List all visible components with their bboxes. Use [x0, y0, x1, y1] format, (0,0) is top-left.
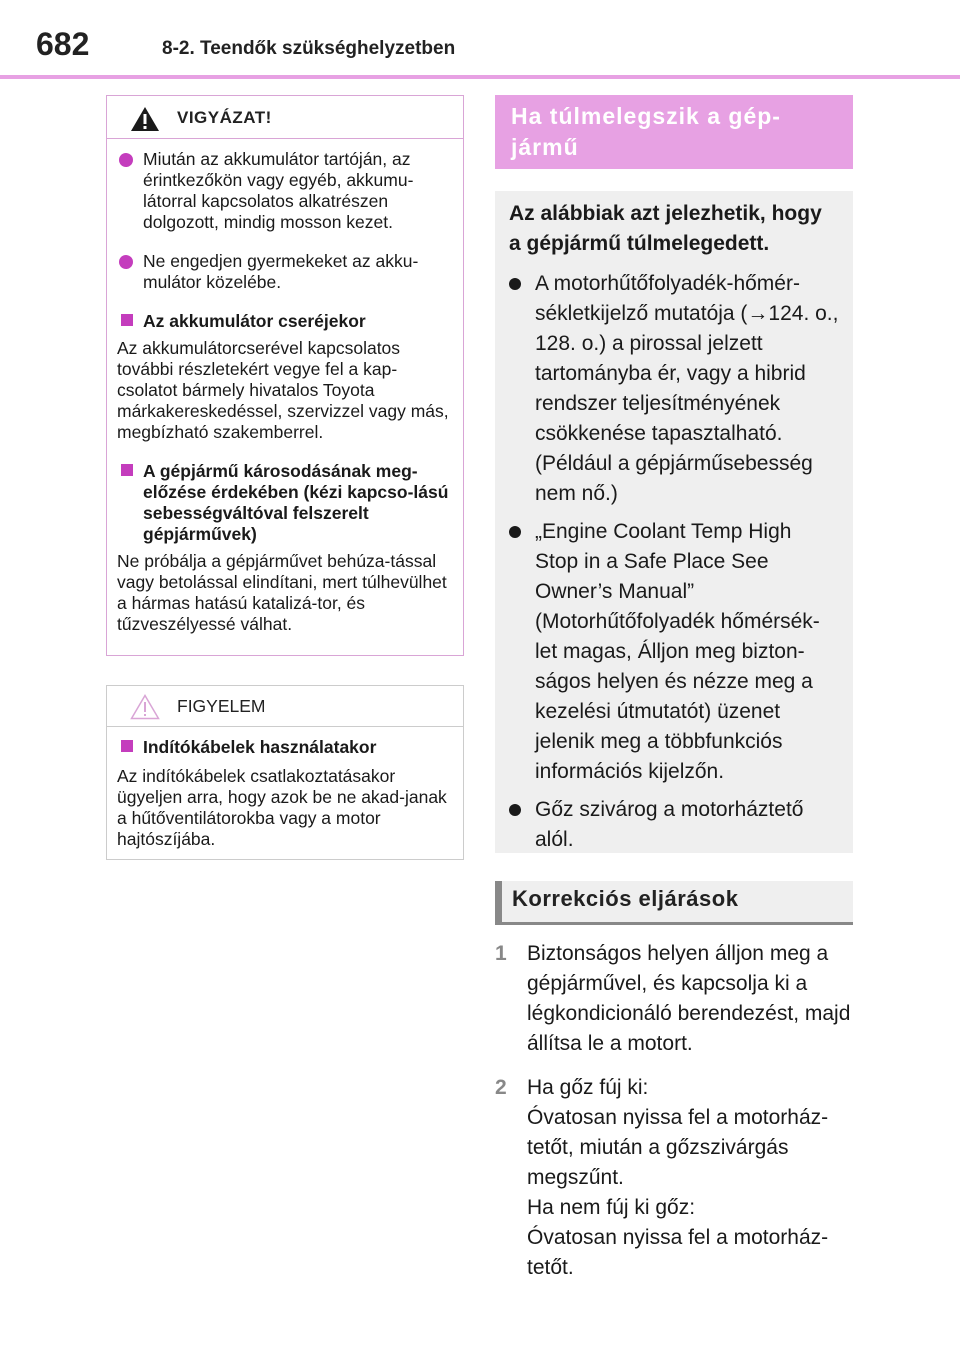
warning-subheading-text: Az akkumulátor cseréjekor	[143, 311, 366, 331]
warning-body	[107, 139, 463, 635]
caution-title: FIGYELEM	[177, 696, 266, 716]
bullet-dot-icon	[509, 278, 521, 290]
step-number: 2	[495, 1076, 507, 1099]
overheat-intro: Az alábbiak azt jelezhetik, hogy a gépjármű túlmelegedett.	[509, 202, 822, 255]
caution-subheading-text: Indítókábelek használatakor	[143, 737, 377, 757]
step-line: Ha nem fúj ki gőz:	[527, 1196, 696, 1219]
page-header	[0, 0, 960, 80]
warning-bullet-text: Ne engedjen gyermekeket az akku-mulátor közelébe.	[143, 251, 419, 292]
square-bullet-icon	[121, 314, 133, 326]
overheat-sign-text: „Engine Coolant Temp High Stop in a Safe Place See Owner’s Manual” (Motorhűtőfolyadék hőmérsék-let magas, Álljon meg bizton-ságos helyen és nézze meg a kezelési útmutatót) üzenet jelenik meg a többfunkciós információs kijelzőn.	[535, 520, 820, 783]
step-item	[495, 939, 855, 1059]
warning-subheading	[117, 311, 453, 332]
header-divider	[0, 75, 960, 79]
warning-triangle-icon	[130, 106, 160, 132]
warning-bullet	[117, 149, 453, 233]
warning-paragraph: Ne próbálja a gépjárművet behúza-tással vagy betolással elindítani, mert túlhevülhet a hármas hatású katalizá-tor, és tűzveszélyessé válhat.	[117, 551, 447, 634]
overheat-sign-text: Gőz szivárog a motorháztető alól.	[535, 798, 804, 851]
bullet-dot-icon	[119, 153, 133, 167]
warning-subheading-text: A gépjármű károsodásának meg-előzése érdekében (kézi kapcso-lású sebességváltóval felszerelt gépjárművek)	[143, 461, 449, 544]
square-bullet-icon	[121, 740, 133, 752]
warning-box	[106, 95, 464, 656]
step-line: Ha gőz fúj ki:	[527, 1076, 649, 1099]
caution-subheading	[117, 737, 453, 758]
corrective-steps	[495, 931, 855, 1283]
caution-paragraph: Az indítókábelek csatlakoztatásakor ügyeljen arra, hogy azok be ne akad-janak a hűtőventilátorokba vagy a motor hajtószíjába.	[117, 766, 447, 849]
overheat-sign-text: A motorhűtőfolyadék-hőmér-sékletkijelző mutatója (→124. o., 128. o.) a pirossal jelzett tartományba ér, vagy a hibrid rendszer teljesítményének csökkenése tapasztalható. (Például a gépjárműsebesség nem nő.)	[535, 272, 839, 505]
square-bullet-icon	[121, 464, 133, 476]
page-number: 682	[36, 26, 90, 62]
step-item	[495, 1073, 855, 1283]
overheat-heading	[495, 95, 853, 169]
step-text: Biztonságos helyen álljon meg a gépjárművel, és kapcsolja ki a légkondicionáló berendezést, majd állítsa le a motort.	[527, 942, 851, 1055]
caution-body	[107, 727, 463, 850]
caution-box	[106, 685, 464, 860]
overheat-sign-item	[509, 517, 839, 787]
warning-subheading	[117, 461, 453, 545]
overheat-sign-item	[509, 795, 839, 855]
step-line: Óvatosan nyissa fel a motorház-tetőt, miután a gőzszivárgás megszűnt.	[527, 1106, 829, 1189]
caution-header	[107, 686, 463, 727]
bullet-dot-icon	[509, 526, 521, 538]
bullet-dot-icon	[509, 804, 521, 816]
corrective-heading: Korrekciós eljárások	[495, 881, 853, 925]
overheat-sign-item	[509, 269, 839, 509]
step-line: Óvatosan nyissa fel a motorház-tetőt.	[527, 1226, 829, 1279]
overheat-signs-box	[495, 191, 853, 853]
warning-paragraph: Az akkumulátorcserével kapcsolatos további részletekért vegye fel a kap-csolatot bármely hivatalos Toyota márkakereskedéssel, szervizzel vagy más, megbízható szakemberrel.	[117, 338, 449, 442]
step-number: 1	[495, 942, 507, 965]
caution-triangle-icon	[130, 694, 160, 720]
warning-title: VIGYÁZAT!	[177, 108, 272, 127]
warning-header	[107, 96, 463, 139]
section-title: 8-2. Teendők szükséghelyzetben	[162, 38, 456, 59]
overheat-heading-text: Ha túlmelegszik a gép-jármű	[511, 103, 781, 160]
warning-bullet-text: Miután az akkumulátor tartóján, az érintkezőkön vagy egyéb, akkumu-látorral kapcsolatos alkatrészen dolgozott, mindig mosson kezet.	[143, 149, 414, 232]
warning-bullet	[117, 251, 453, 293]
bullet-dot-icon	[119, 255, 133, 269]
